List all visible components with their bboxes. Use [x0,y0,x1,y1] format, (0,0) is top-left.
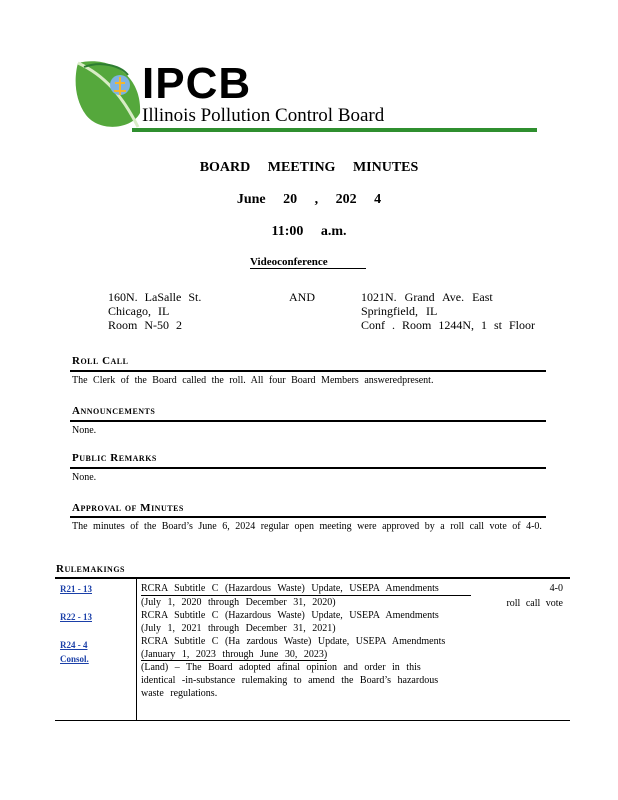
chicago-line-2: Chicago, IL [108,304,170,318]
roll-call-text: The Clerk of the Board called the roll. All four Board Members answeredpresent. [72,375,434,386]
section-title-public-remarks: Public Remarks [72,452,157,464]
section-title-roll-call: Roll Call [72,355,129,367]
meeting-time: 11:00 a.m. [271,224,347,239]
divider [70,467,546,469]
docket-link-r22-13[interactable]: R22 - 13 [60,612,92,622]
rulemaking-line: RCRA Subtitle C (Hazardous Waste) Update, USEPA Amendments [141,610,439,621]
rulemaking-line: RCRA Subtitle C (Hazardous Waste) Update, USEPA Amendments [141,582,471,596]
chicago-line-3: Room N-50 2 [108,318,182,332]
table-column-divider [136,579,137,720]
vote-result: 4-0 [549,583,563,594]
ipcb-logo [70,55,550,135]
rulemaking-line: (July 1, 2021 through December 31, 2021) [141,623,336,634]
section-title-rulemakings: Rulemakings [56,563,126,575]
section-title-announcements: Announcements [72,405,156,417]
divider [70,370,546,372]
location-springfield [361,290,561,332]
docket-link-r21-13[interactable]: R21 - 13 [60,584,92,594]
springfield-line-3: Conf . Room 1244N, 1 st Floor [361,318,536,332]
springfield-line-1: 1021N. Grand Ave. East [361,290,493,304]
docket-link-consol[interactable]: Consol. [60,654,89,664]
meeting-title: BOARD MEETING MINUTES [199,160,419,175]
meeting-venue [250,256,366,269]
logo-acronym: IPCB [142,59,252,108]
divider [70,516,546,518]
rulemakings-table [55,577,570,721]
locations-and: AND [289,290,315,304]
rulemaking-line: (Land) – The Board adopted afinal opinion and order in this [141,662,421,673]
rulemaking-line: RCRA Subtitle C (Ha zardous Waste) Update, USEPA Amendments [141,636,446,647]
logo-full-name: Illinois Pollution Control Board [142,105,385,126]
rulemaking-description [141,582,471,700]
springfield-line-2: Springfield, IL [361,304,438,318]
announcements-text: None. [72,425,97,436]
section-title-approval: Approval of Minutes [72,502,184,514]
docket-link-r24-4[interactable]: R24 - 4 [60,640,88,650]
venue-text: Videoconference [250,256,328,268]
meeting-date: June 20 , 202 4 [236,192,382,207]
rulemaking-line: waste regulations. [141,688,218,699]
leaf-logo-icon [70,55,150,135]
vote-label: roll call vote [506,598,563,609]
rulemaking-line: identical -in-substance rulemaking to amend the Board’s hazardous [141,675,439,686]
rulemaking-line-underlined: (January 1, 2023 through June 30, 2023) [141,649,328,660]
location-chicago [108,290,258,332]
public-remarks-text: None. [72,472,97,483]
logo-underline [132,128,537,132]
approval-text: The minutes of the Board’s June 6, 2024 regular open meeting were approved by a roll call vote of 4-0. [72,521,542,532]
chicago-line-1: 160N. LaSalle St. [108,290,202,304]
rulemaking-line: (July 1, 2020 through December 31, 2020) [141,597,336,608]
rulemaking-line [141,648,471,661]
divider [70,420,546,422]
